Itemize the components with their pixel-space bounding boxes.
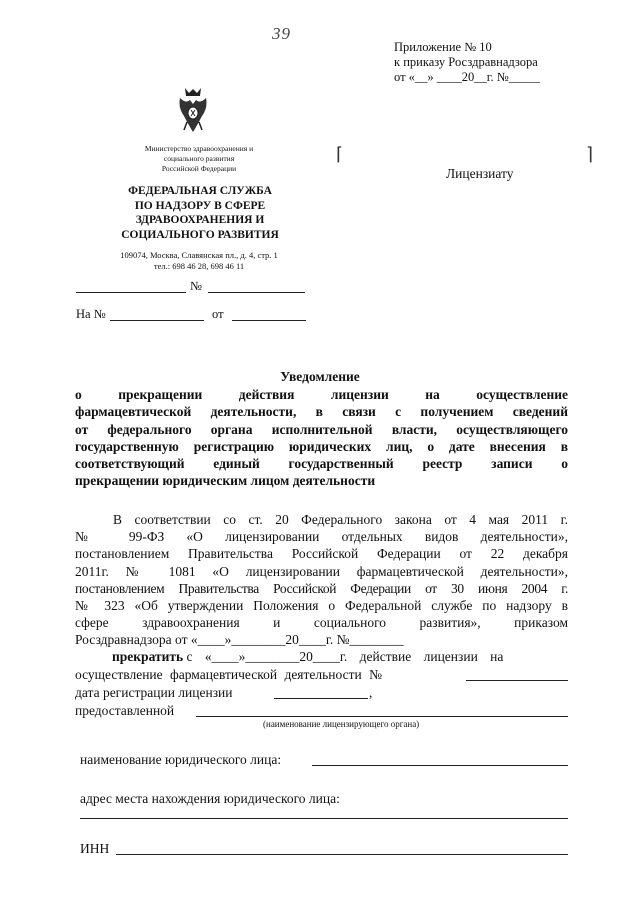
number-sign-label: № [190, 279, 202, 293]
body-line: постановлением Правительства Российской Федерации от 22 декабря [75, 546, 568, 562]
body-line: 2011г. № 1081 «О лицензировании фармацевтической деятельности», [75, 563, 568, 579]
legal-entity-address-line [80, 818, 568, 819]
subject-line: соответствующий единый государственный реестр записи о [75, 456, 568, 472]
body-line: Росздравнадзора от «____»________20____г. №________ [75, 632, 404, 648]
document-title: Уведомление [280, 369, 360, 384]
phone-line: тел.: 698 46 28, 698 46 11 [153, 261, 245, 271]
body-line: постановлением Правительства Российской Федерации от 30 июня 2004 г. [75, 580, 568, 596]
service-line: ФЕДЕРАЛЬНАЯ СЛУЖБА [128, 185, 272, 197]
license-number-line [466, 680, 568, 681]
ministry-name [110, 144, 288, 174]
subject-line: о прекращении действия лицензии на осуществление [75, 387, 568, 402]
inn-line [116, 854, 568, 855]
ministry-line: социального развития [163, 154, 235, 163]
authority-line [196, 716, 568, 717]
document-subject [75, 386, 568, 490]
service-name [100, 184, 300, 242]
service-line: ПО НАДЗОРУ В СФЕРЕ [134, 199, 266, 212]
terminate-text: с «____»________20____г. действие лицензии на [186, 649, 504, 664]
reference-number-line [110, 320, 204, 321]
ministry-line: Российской Федерации [161, 164, 237, 173]
body-line: № 323 «Об утверждении Положения о Федеральной службе по надзору в [75, 598, 568, 614]
ministry-line: Министерство здравоохранения и [144, 144, 254, 153]
legal-entity-name-label: наименование юридического лица: [80, 752, 282, 767]
service-line: СОЦИАЛЬНОГО РАЗВИТИЯ [121, 228, 279, 241]
registration-date-label: дата регистрации лицензии [75, 685, 233, 700]
outgoing-number-line [208, 292, 305, 293]
legal-entity-name-line [312, 765, 568, 766]
terminate-line [112, 649, 568, 665]
reference-na-label: На № [76, 307, 106, 321]
service-line: ЗДРАВООХРАНЕНИЯ И [135, 214, 265, 226]
appendix-block [394, 40, 540, 85]
legal-entity-address-label: адрес места нахождения юридического лица: [80, 791, 340, 806]
appendix-line: к приказу Росздравнадзора [394, 55, 538, 69]
authority-caption: (наименование лицензирующего органа) [263, 719, 420, 729]
body-paragraph [75, 511, 568, 649]
reference-date-line [232, 320, 306, 321]
body-line: № 99-ФЗ «О лицензировании отдельных видов деятельности», [75, 529, 568, 545]
inn-label: ИНН [80, 841, 110, 856]
terminate-keyword: прекратить [112, 649, 184, 664]
outgoing-date-line [76, 292, 186, 293]
bracket-right-icon: ⌉ [586, 144, 594, 164]
registration-date-line [274, 698, 368, 699]
body-line: сфере здравоохранения и социального развития», приказом [75, 615, 568, 631]
bracket-left-icon: ⌈ [336, 144, 344, 164]
provided-label: предоставленной [75, 703, 175, 718]
comma: , [369, 685, 373, 700]
subject-line: фармацевтической деятельности, в связи с получением сведений [75, 404, 568, 420]
reference-ot-label: от [212, 307, 224, 321]
coat-of-arms-icon [176, 86, 210, 136]
subject-line: от федерального органа исполнительной власти, осуществляющего [75, 421, 568, 437]
body-line: В соответствии со ст. 20 Федерального закона от 4 мая 2011 г. [113, 512, 568, 527]
recipient: Лицензиату [446, 166, 514, 181]
appendix-line: Приложение № 10 [394, 40, 492, 54]
subject-line: государственную регистрацию юридических лиц, о дате внесения в [75, 438, 568, 454]
appendix-line: от «__» ____20__г. №_____ [394, 70, 540, 84]
address-line: 109074, Москва, Славянская пл., д. 4, стр. 1 [120, 250, 278, 260]
service-address [90, 250, 308, 272]
subject-line: прекращении юридическим лицом деятельности [75, 473, 376, 489]
page-number: 39 [272, 24, 291, 43]
activity-line: осуществление фармацевтической деятельности № [75, 667, 382, 682]
